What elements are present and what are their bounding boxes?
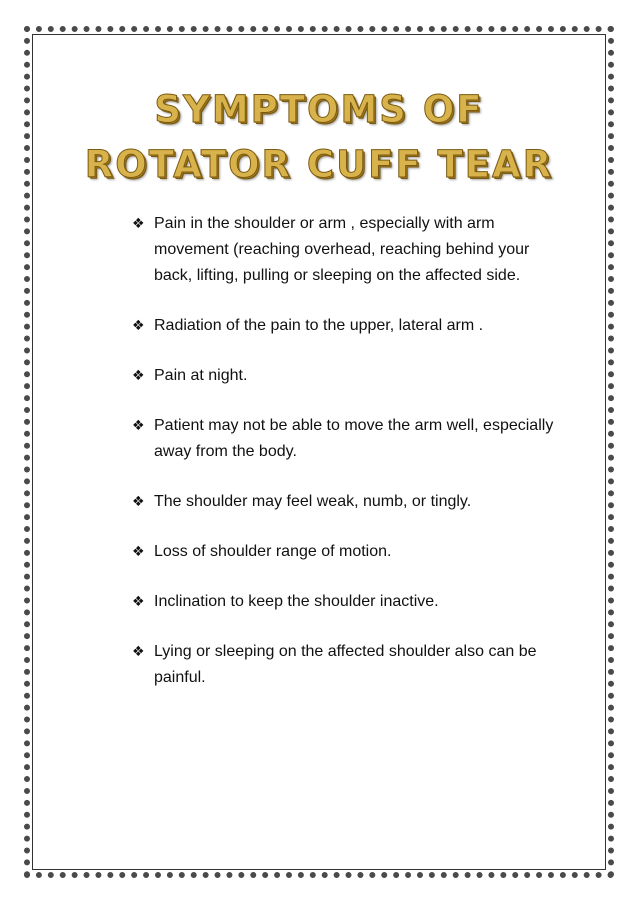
four-diamond-bullet-icon: ❖ [132,318,145,334]
symptom-text: Loss of shoulder range of motion. [154,543,392,560]
title-line-1: SYMPTOMS OF [154,88,484,131]
four-diamond-bullet-icon: ❖ [132,368,145,384]
symptom-text: Pain at night. [154,367,248,384]
four-diamond-bullet-icon: ❖ [132,544,145,560]
symptom-text: Lying or sleeping on the affected shoulder also can be painful. [154,643,537,686]
four-diamond-bullet-icon: ❖ [132,216,145,232]
list-item [132,489,572,515]
symptom-text: The shoulder may feel weak, numb, or tingly. [154,493,472,510]
symptom-list [132,211,572,715]
four-diamond-bullet-icon: ❖ [132,418,145,434]
list-item [132,589,572,615]
list-item [132,363,572,389]
four-diamond-bullet-icon: ❖ [132,644,145,660]
symptom-text: Pain in the shoulder or arm , especially with arm movement (reaching overhead, reaching behind your back, lifting, pulling or sleeping on the affected side. [154,215,530,284]
four-diamond-bullet-icon: ❖ [132,494,145,510]
page-title [0,82,638,192]
list-item [132,211,572,289]
list-item [132,639,572,691]
list-item [132,313,572,339]
symptom-text: Radiation of the pain to the upper, lateral arm . [154,317,484,334]
title-line-2: ROTATOR CUFF TEAR [84,143,554,186]
list-item [132,539,572,565]
symptom-text: Inclination to keep the shoulder inactive. [154,593,439,610]
list-item [132,413,572,465]
symptom-text: Patient may not be able to move the arm well, especially away from the body. [154,417,554,460]
four-diamond-bullet-icon: ❖ [132,594,145,610]
